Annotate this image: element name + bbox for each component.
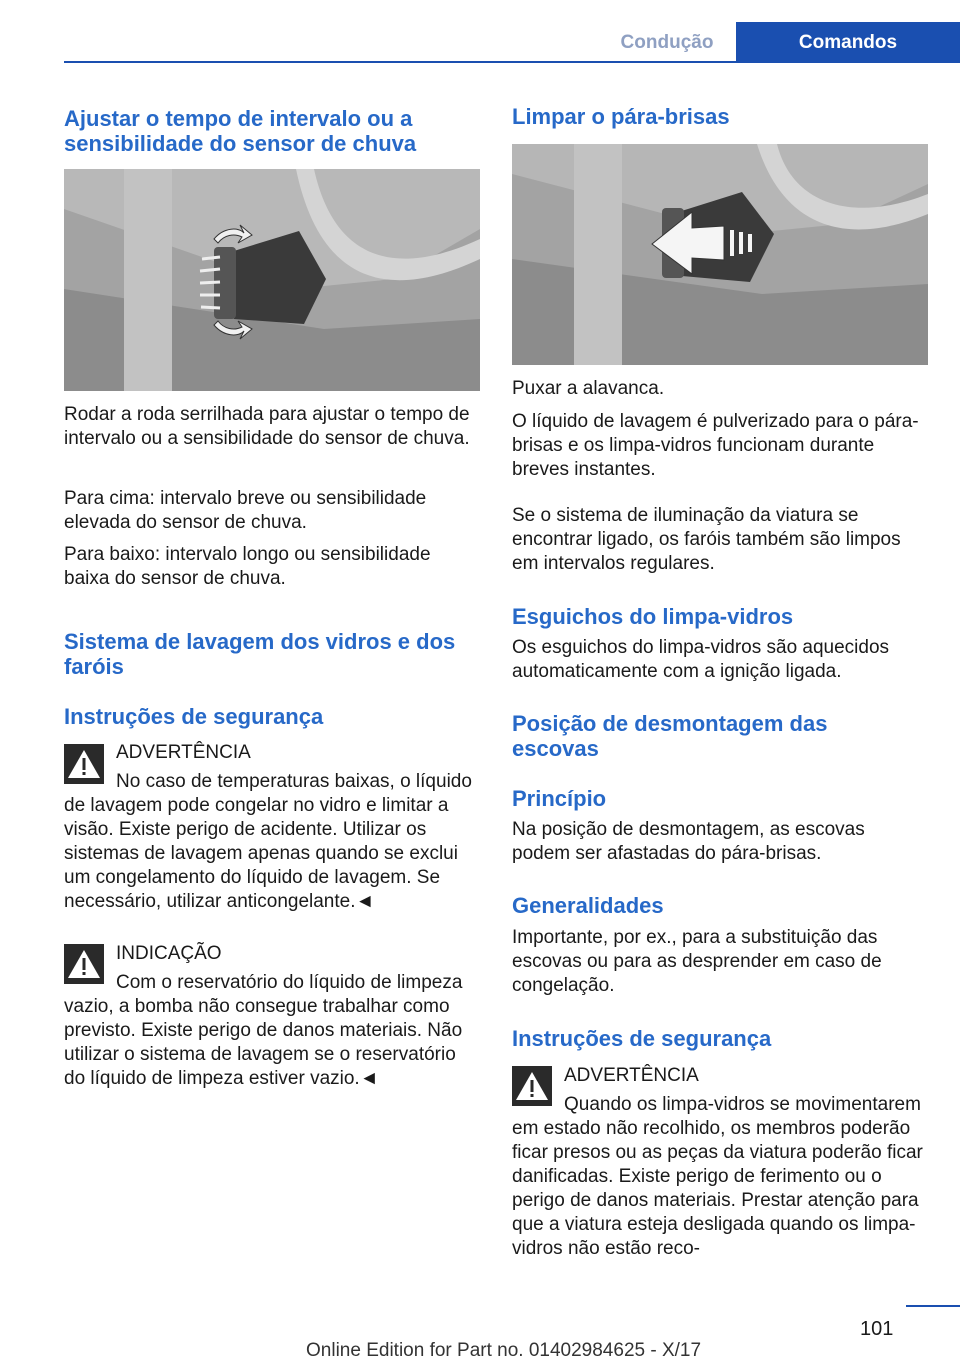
footer-rule xyxy=(906,1305,960,1307)
heading-seguranca-right: Instruções de segurança xyxy=(512,1026,772,1051)
heading-esguichos: Esguichos do limpa-vidros xyxy=(512,604,794,629)
text-puxar: Puxar a alavanca. xyxy=(512,378,665,399)
heading-generalidades: Generalidades xyxy=(512,893,664,918)
photo-wheel-adjust xyxy=(64,169,480,391)
heading-limpar: Limpar o pára-brisas xyxy=(512,104,730,129)
text-generalidades: Importante, por ex., para a substituição das escovas ou para as desprender em caso de congelação. xyxy=(512,927,882,996)
heading-seguranca-left: Instruções de segurança xyxy=(64,704,324,729)
text-rodar: Rodar a roda serrilhada para ajustar o tempo de intervalo ou a sensibilidade do sensor de chuva. xyxy=(64,404,470,449)
text-para-cima: Para cima: intervalo breve ou sensibilidade elevada do sensor de chuva. xyxy=(64,488,427,533)
heading-principio: Princípio xyxy=(512,786,607,811)
warning-text-right: Quando os limpa-vidros se movimentarem em estado não recolhido, os membros poderão ficar presos ou as peças da viatura poderão ficar danificadas. Existe perigo de ferimento ou o perigo de danos materiais. Prestar atenção para que a viatura esteja desligada quando os limpa-vidros não estão reco- xyxy=(512,1094,923,1259)
heading-lavagem: Sistema de lavagem dos vidros e dos faróis xyxy=(64,629,456,679)
heading-desmontagem: Posição de desmontagem das escovas xyxy=(512,711,828,761)
warning-text-left-1: No caso de temperaturas baixas, o líquido de lavagem pode congelar no vidro e limitar a visão. Existe perigo de acidente. Utilizar os sistemas de lavagem apenas quando se exclui um congelamento do líquido de lavagem. Se necessário, utilizar anticongelante.◄ xyxy=(64,771,472,912)
header-section-tab[interactable]: Condução xyxy=(620,32,714,53)
text-principio: Na posição de desmontagem, as escovas podem ser afastadas do pára-brisas. xyxy=(512,819,865,864)
text-para-baixo: Para baixo: intervalo longo ou sensibilidade baixa do sensor de chuva. xyxy=(64,544,431,589)
text-liquido: O líquido de lavagem é pulverizado para o pára-brisas e os limpa-vidros funcionam durante breves instantes. xyxy=(512,411,919,480)
edition-footer: Online Edition for Part no. 01402984625 - X/17 xyxy=(306,1340,702,1361)
warning-title-right: ADVERTÊNCIA xyxy=(564,1065,699,1086)
photo-pull-lever xyxy=(512,144,928,365)
text-esguichos: Os esguichos do limpa-vidros são aquecidos automaticamente com a ignição ligada. xyxy=(512,637,890,682)
text-iluminacao: Se o sistema de iluminação da viatura se encontrar ligado, os faróis também são limpos em intervalos regulares. xyxy=(512,505,901,574)
header-chapter-tab[interactable]: Comandos xyxy=(736,22,960,62)
page-number: 101 xyxy=(860,1318,894,1340)
warning-title-left-2: INDICAÇÃO xyxy=(116,943,222,964)
warning-title-left-1: ADVERTÊNCIA xyxy=(116,742,251,763)
warning-text-left-2: Com o reservatório do líquido de limpeza vazio, a bomba não consegue trabalhar como previsto. Existe perigo de danos materiais. Não utilizar o sistema de lavagem se o reservatório do líquido de limpeza estiver vazio.◄ xyxy=(64,972,463,1089)
heading-interval: Ajustar o tempo de intervalo ou a sensibilidade do sensor de chuva xyxy=(64,106,417,156)
header-rule xyxy=(64,61,960,63)
